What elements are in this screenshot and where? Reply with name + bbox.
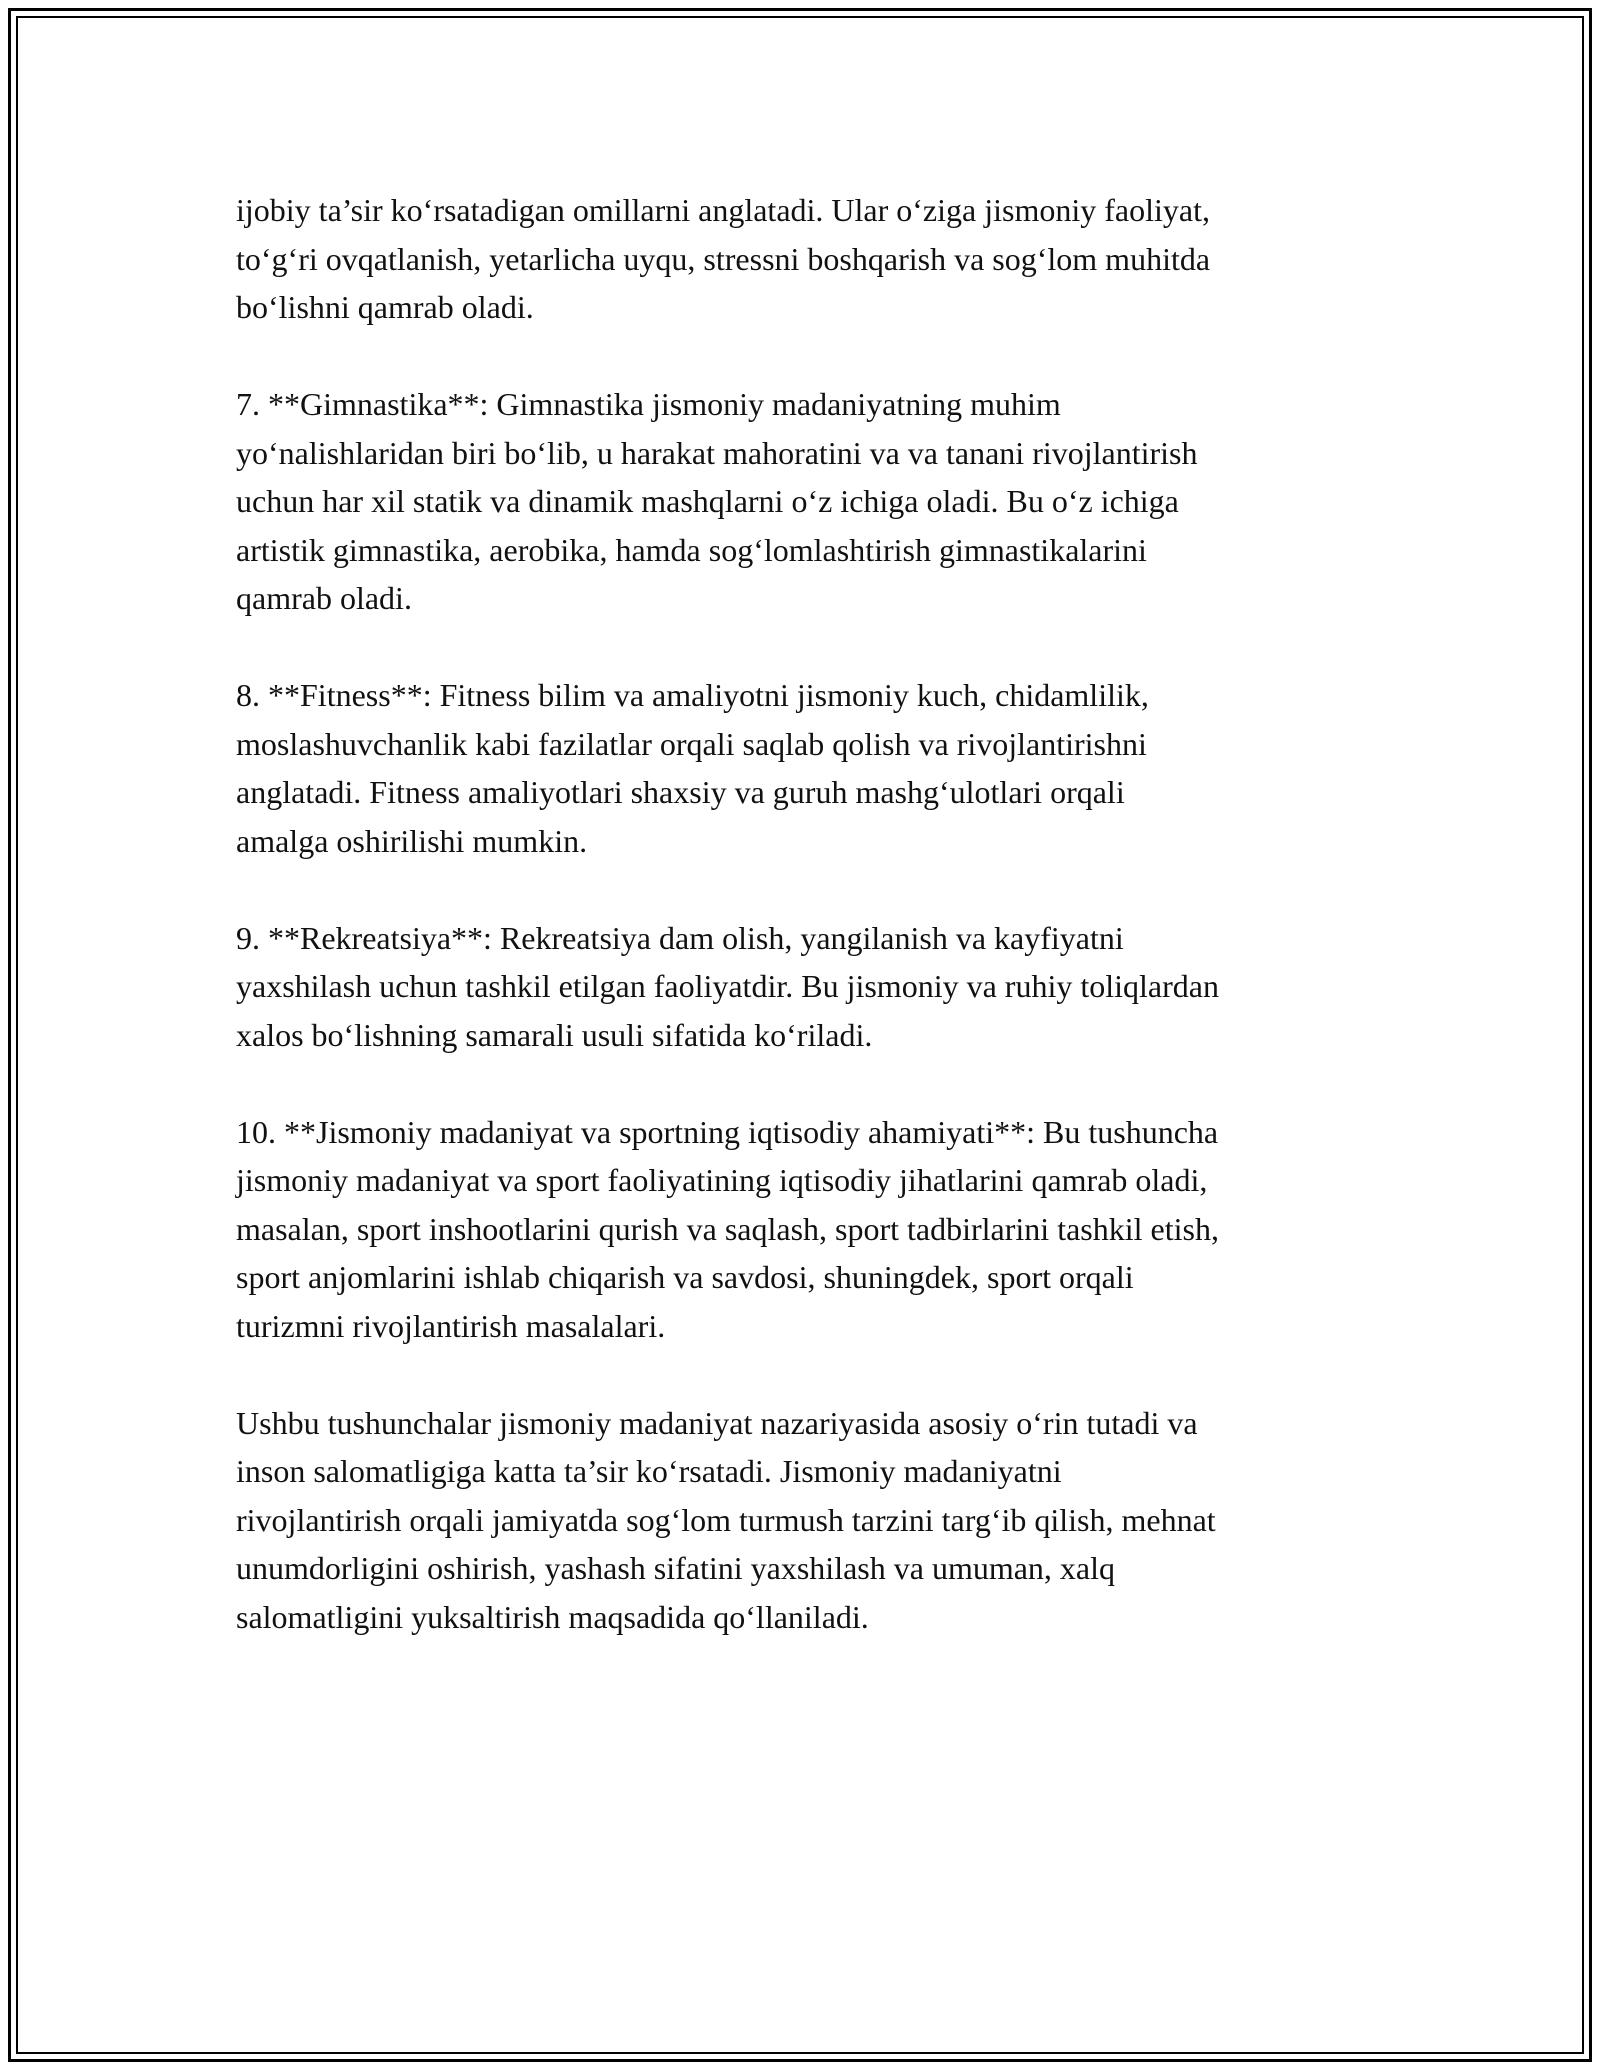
paragraph-conclusion: Ushbu tushunchalar jismoniy madaniyat nazariyasida asosiy o‘rin tutadi va inson salomatligiga katta ta’sir ko‘rsatadi. Jismoniy madaniyatni rivojlantirish orqali jamiyatda sog‘lom turmush tarzini targ‘ib qilish, mehnat unumdorligini oshirish, yashash sifatini yaxshilash va umuman, xalq salomatligini yuksaltirish maqsadida qo‘llaniladi. bbox=[236, 1404, 1216, 1635]
paragraph-health-factors: ijobiy ta’sir ko‘rsatadigan omillarni anglatadi. Ular o‘ziga jismoniy faoliyat, to‘g‘ri ovqatlanish, yetarlicha uyqu, stressni boshqarish va sog‘lom muhitda bo‘lishni qamrab oladi. bbox=[236, 192, 1211, 325]
paragraph-fitness: 8. **Fitness**: Fitness bilim va amaliyotni jismoniy kuch, chidamlilik, moslashuvchanlik kabi fazilatlar orqali saqlab qolish va rivojlantirishni anglatadi. Fitness amaliyotlari shaxsiy va guruh mashg‘ulotlari orqali amalga oshirilishi mumkin. bbox=[236, 677, 1149, 859]
paragraph-gymnastics: 7. **Gimnastika**: Gimnastika jismoniy madaniyatning muhim yo‘nalishlaridan biri bo‘lib, u harakat mahoratini va va tanani rivojlantirish uchun har xil statik va dinamik mashqlarni o‘z ichiga oladi. Bu o‘z ichiga artistik gimnastika, aerobika, hamda sog‘lomlashtirish gimnastikalarini qamrab oladi. bbox=[236, 386, 1198, 616]
paragraph-economic-significance: 10. **Jismoniy madaniyat va sportning iqtisodiy ahamiyati**: Bu tushuncha jismoniy madaniyat va sport faoliyatining iqtisodiy jihatlarini qamrab oladi, masalan, sport inshootlarini qurish va saqlash, sport tadbirlarini tashkil etish, sport anjomlarini ishlab chiqarish va savdosi, shuningdek, sport orqali turizmni rivojlantirish masalalari. bbox=[236, 1113, 1219, 1344]
paragraph-recreation: 9. **Rekreatsiya**: Rekreatsiya dam olish, yangilanish va kayfiyatni yaxshilash uchun tashkil etilgan faoliyatdir. Bu jismoniy va ruhiy toliqlardan xalos bo‘lishning samarali usuli sifatida ko‘riladi. bbox=[236, 919, 1219, 1053]
document-body bbox=[236, 186, 1386, 1690]
